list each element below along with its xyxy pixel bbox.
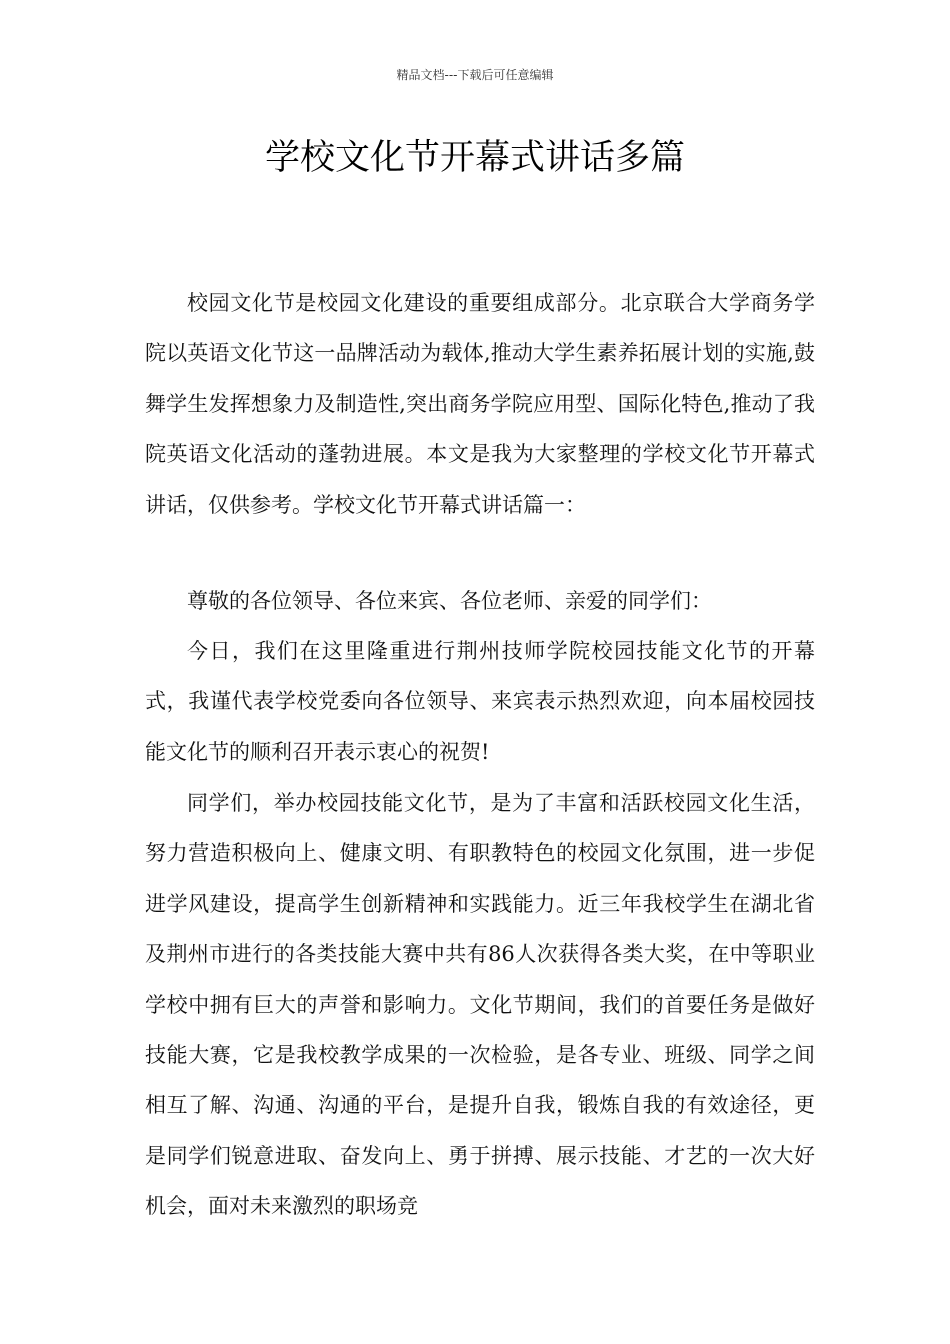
paragraph-body: 同学们，举办校园技能文化节，是为了丰富和活跃校园文化生活，努力营造积极向上、健康文明、有职教特色的校园文化氛围，进一步促进学风建设，提高学生创新精神和实践能力。近三年我校学生在湖北省及荆州市进行的各类技能大赛中共有86人次获得各类大奖，在中等职业学校中拥有巨大的声誉和影响力。文化节期间，我们的首要任务是做好技能大赛，它是我校教学成果的一次检验，是各专业、班级、同学之间相互了解、沟通、沟通的平台，是提升自我，锻炼自我的有效途径，更是同学们锐意进取、奋发向上、勇于拼搏、展示技能、才艺的一次大好机会，面对未来激烈的职场竞	[145, 791, 815, 1219]
paragraph-greeting: 尊敬的各位领导、各位来宾、各位老师、亲爱的同学们：	[187, 589, 712, 613]
header-note: 精品文档---下载后可任意编辑	[396, 68, 554, 82]
paragraph-intro: 校园文化节是校园文化建设的重要组成部分。北京联合大学商务学院以英语文化节这一品牌活动为载体,推动大学生素养拓展计划的实施,鼓舞学生发挥想象力及制造性,突出商务学院应用型、国际化特色,推动了我院英语文化活动的蓬勃进展。本文是我为大家整理的学校文化节开幕式讲话，仅供参考。学校文化节开幕式讲话篇一：	[145, 291, 815, 517]
paragraph-opening: 今日，我们在这里隆重进行荆州技师学院校园技能文化节的开幕式，我谨代表学校党委向各位领导、来宾表示热烈欢迎，向本届校园技能文化节的顺利召开表示衷心的祝贺!	[145, 639, 815, 764]
document-title: 学校文化节开幕式讲话多篇	[264, 138, 685, 178]
